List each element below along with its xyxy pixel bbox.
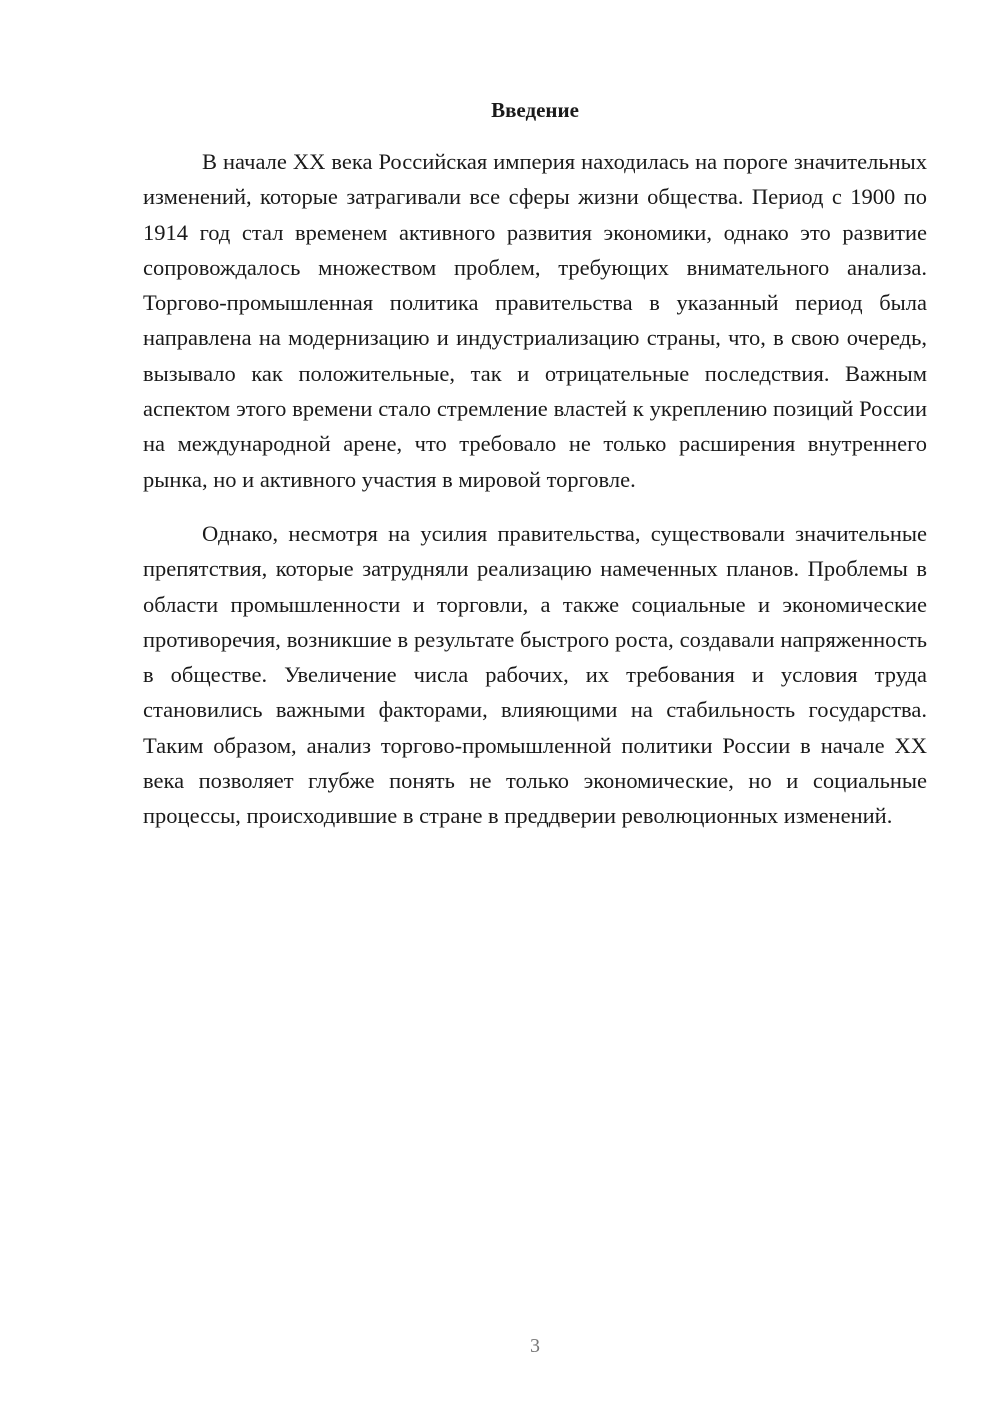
section-heading: Введение: [491, 98, 579, 122]
page-number: 3: [530, 1335, 540, 1357]
paragraph-1: В начале XX века Российская империя находилась на пороге значительных изменений, которые затрагивали все сферы жизни общества. Период с 1900 по 1914 год стал временем активного развития экономики, однако это развитие сопровождалось множеством проблем, требующих внимательного анализа. Торгово-промышленная политика правительства в указанный период была направлена на модернизацию и индустриализацию страны, что, в свою очередь, вызывало как положительные, так и отрицательные последствия. Важным аспектом этого времени стало стремление властей к укреплению позиций России на международной арене, что требовало не только расширения внутреннего рынка, но и активного участия в мировой торговле.: [143, 149, 927, 492]
body-text: [143, 144, 927, 834]
paragraph-2: Однако, несмотря на усилия правительства, существовали значительные препятствия, которые затрудняли реализацию намеченных планов. Проблемы в области промышленности и торговли, а также социальные и экономические противоречия, возникшие в результате быстрого роста, создавали напряженность в обществе. Увеличение числа рабочих, их требования и условия труда становились важными факторами, влияющими на стабильность государства. Таким образом, анализ торгово-промышленной политики России в начале XX века позволяет глубже понять не только экономические, но и социальные процессы, происходившие в стране в преддверии революционных изменений.: [143, 520, 927, 829]
